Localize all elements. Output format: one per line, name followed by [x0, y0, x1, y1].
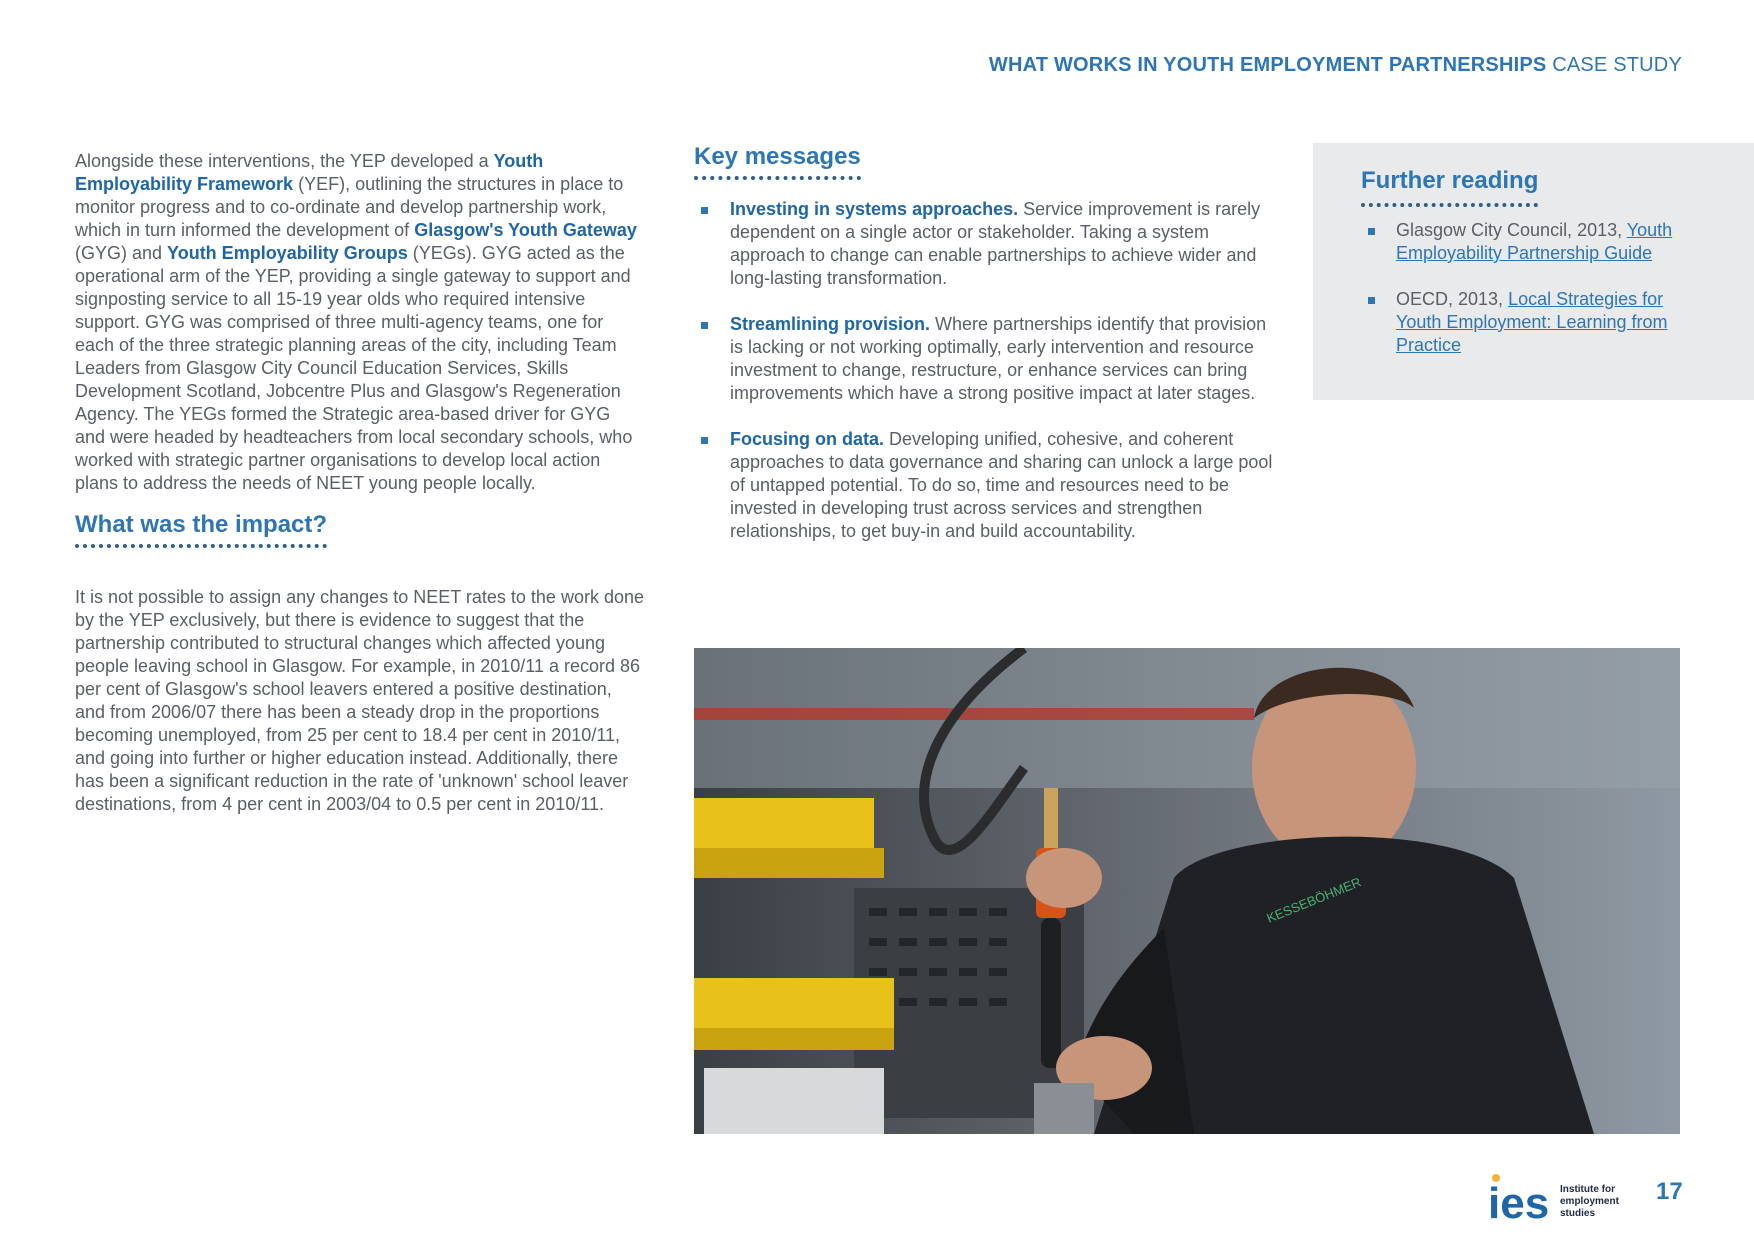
intro-text-2: (YEF), outlining the structures in place to monitor progress and to co-ordinate and develop partnership work, which in turn informed the development of — [75, 174, 624, 240]
key-message-title: Streamlining provision. — [730, 314, 931, 334]
list-item — [694, 428, 1274, 543]
intro-text-3: (GYG) and — [75, 243, 168, 263]
key-message-text: Where partnerships identify that provision is lacking or not working optimally, early intervention and resource investment to change, restructure, or enhance services can bring improvements which have a strong positive impact at later stages. — [730, 314, 1267, 403]
list-item — [1361, 219, 1691, 265]
reference-link[interactable]: Local Strategies for Youth Employment: Learning from Practice — [1396, 289, 1668, 355]
key-messages-heading: Key messages — [694, 145, 861, 180]
logo-line-1: Institute for — [1560, 1184, 1615, 1195]
reference-prefix: OECD, 2013, — [1396, 289, 1509, 309]
key-message-text: Developing unified, cohesive, and coherent approaches to data governance and sharing can unlock a large pool of untapped potential. To do so, time and resources need to be invested in developing trust across services and strengthen relationships, to get buy-in and build accountability. — [730, 429, 1273, 541]
square-bullet-icon — [701, 437, 708, 444]
impact-heading: What was the impact? — [75, 513, 327, 548]
ies-logo — [1488, 1174, 1628, 1224]
intro-term-yeg: Youth Employability Groups — [167, 243, 408, 263]
reference-prefix: Glasgow City Council, 2013, — [1396, 220, 1627, 240]
further-reading-list — [1361, 219, 1691, 380]
list-item — [694, 313, 1274, 405]
list-item — [1361, 288, 1691, 357]
square-bullet-icon — [1368, 297, 1375, 304]
intro-text-4: (YEGs). GYG acted as the operational arm of the YEP, providing a single gateway to support and signposting service to all 15-19 year olds who required intensive support. GYG was comprised of three multi-agency teams, one for each of the three strategic planning areas of the city, including Team Leaders from Glasgow City Council Education Services, Skills Development Scotland, Jobcentre Plus and Glasgow's Regeneration Agency. The YEGs formed the Strategic area-based driver for GYG and were headed by headteachers from local secondary schools, who worked with strategic partner organisations to develop local action plans to address the needs of NEET young people locally. — [75, 243, 633, 493]
intro-term-yef: Youth Employability Framework — [75, 151, 544, 194]
square-bullet-icon — [1368, 228, 1375, 235]
square-bullet-icon — [701, 322, 708, 329]
page-number: 17 — [1656, 1178, 1683, 1205]
logo-line-3: studies — [1560, 1208, 1596, 1219]
further-reading-heading: Further reading — [1361, 167, 1538, 207]
logo-word: ies — [1488, 1179, 1550, 1224]
intro-term-gyg: Glasgow's Youth Gateway — [414, 220, 637, 240]
logo-line-2: employment — [1560, 1196, 1619, 1207]
intro-paragraph — [75, 150, 645, 495]
key-message-title: Focusing on data. — [730, 429, 885, 449]
left-column — [75, 150, 645, 816]
key-messages-list — [694, 198, 1274, 543]
intro-text-1: Alongside these interventions, the YEP developed a — [75, 151, 494, 171]
impact-paragraph: It is not possible to assign any changes to NEET rates to the work done by the YEP exclusively, but there is evidence to suggest that the partnership contributed to structural changes which affected young people leaving school in Glasgow. For example, in 2010/11 a record 86 per cent of Glasgow's school leavers entered a positive destination, and from 2006/07 there has been a steady drop in the proportions becoming unemployed, from 25 per cent to 18.4 per cent in 2010/11, and going into further or higher education instead. Additionally, there has been a significant reduction in the rate of 'unknown' school leaver destinations, from 4 per cent in 2003/04 to 0.5 per cent in 2010/11. — [75, 587, 644, 814]
further-reading-panel — [1313, 143, 1754, 400]
reference-link[interactable]: Youth Employability Partnership Guide — [1396, 220, 1673, 263]
square-bullet-icon — [701, 207, 708, 214]
list-item — [694, 198, 1274, 290]
key-message-text: Service improvement is rarely dependent on a single actor or stakeholder. Taking a system approach to change can enable partnerships to achieve wider and long-lasting transformation. — [730, 199, 1261, 288]
jacket-logo-text: KESSEBÖHMER — [1264, 874, 1364, 926]
header-title-light: CASE STUDY — [1552, 54, 1682, 76]
workshop-photo-illustration — [694, 648, 1680, 1134]
header-title-bold: WHAT WORKS IN YOUTH EMPLOYMENT PARTNERSHIPS — [988, 54, 1547, 76]
workshop-photo — [694, 648, 1680, 1134]
running-header — [989, 54, 1682, 77]
key-message-title: Investing in systems approaches. — [730, 199, 1019, 219]
key-messages-column — [694, 145, 1274, 566]
